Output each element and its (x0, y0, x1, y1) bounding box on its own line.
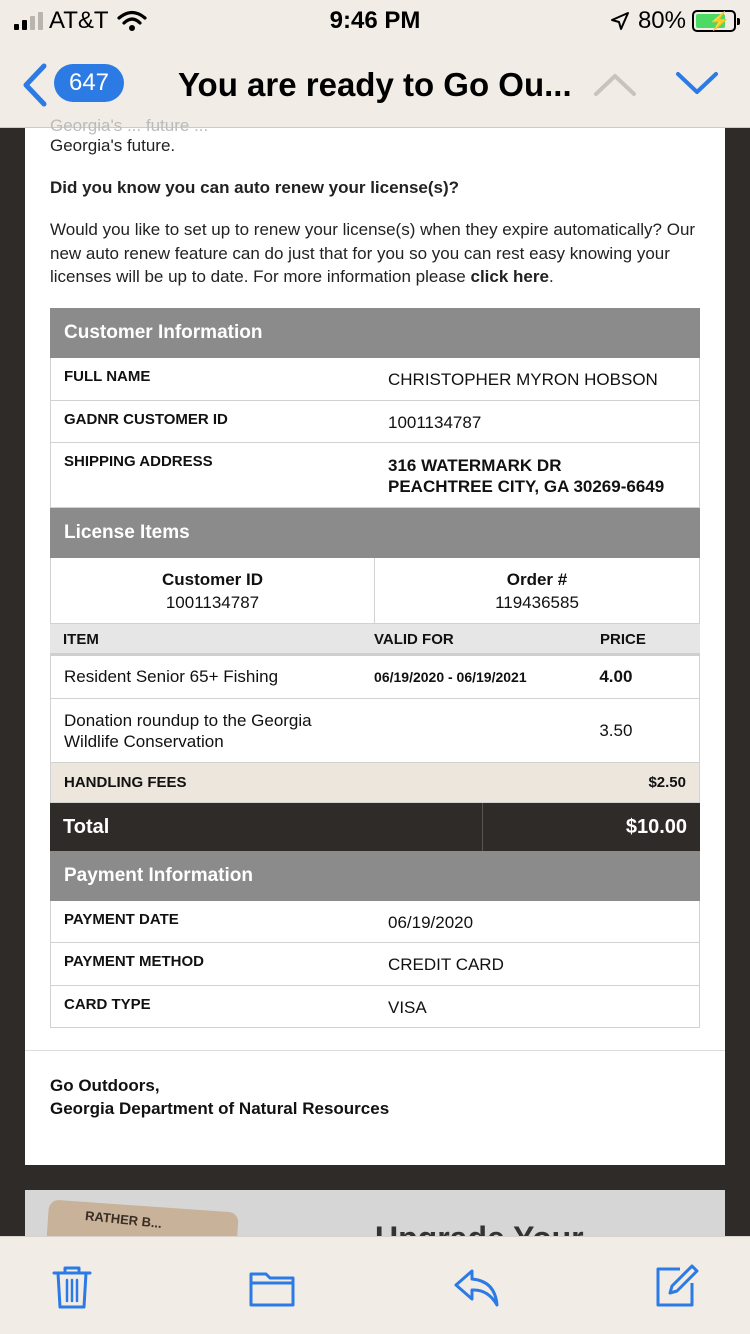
license-card-text: RATHER B... (84, 1208, 163, 1231)
status-bar (0, 0, 750, 42)
item-name-line-2: Wildlife Conservation (64, 731, 224, 751)
order-number-header: Order # (506, 570, 568, 589)
payment-method-row (50, 943, 700, 986)
item-column-label: ITEM (63, 631, 99, 648)
payment-method-value: CREDIT CARD (388, 955, 504, 974)
trash-icon[interactable] (48, 1263, 96, 1311)
item-price: 3.50 (599, 721, 633, 740)
order-number-cell (375, 558, 699, 623)
total-row (50, 803, 700, 851)
total-label: Total (50, 803, 483, 851)
previous-message-chevron-up-icon[interactable] (592, 66, 638, 102)
customer-information-table (50, 308, 700, 1028)
handling-fees-row (50, 763, 700, 803)
full-name-label: FULL NAME (64, 368, 151, 385)
item-valid-for: 06/19/2020 - 06/19/2021 (374, 669, 527, 685)
back-chevron-icon[interactable] (16, 62, 56, 108)
intro-tail-text: Georgia's future. (50, 136, 176, 155)
valid-for-column-label: VALID FOR (374, 631, 454, 648)
payment-date-label: PAYMENT DATE (64, 911, 179, 928)
battery-percent: 80% (637, 7, 686, 34)
auto-renew-paragraph: Would you like to set up to renew your license(s) when they expire automatically? Our new auto renew feature can do just that for you so you can rest easy knowing your licenses will be up to date. For more information please click here. (50, 220, 696, 286)
unread-count-badge[interactable]: 647 (54, 64, 124, 102)
message-subject-title: You are ready to Go Ou... (178, 66, 572, 103)
status-right (610, 7, 736, 35)
customer-id-number: 1001134787 (165, 593, 260, 612)
clipped-text-line: Georgia's ... future ... (50, 116, 209, 135)
reply-icon[interactable] (452, 1263, 500, 1311)
item-name-line-1: Donation roundup to the Georgia (64, 710, 312, 730)
customer-id-header: Customer ID (161, 570, 264, 589)
payment-date-value: 06/19/2020 (388, 913, 474, 932)
auto-renew-question: Did you know you can auto renew your license(s)? (50, 178, 460, 197)
full-name-value: CHRISTOPHER MYRON HOBSON (388, 370, 658, 389)
location-arrow-icon (610, 11, 630, 31)
item-name (51, 710, 374, 752)
list-item (50, 699, 700, 763)
license-items-heading: License Items (50, 508, 700, 558)
payment-date-row (50, 901, 700, 943)
shipping-address-value (388, 443, 664, 507)
signoff-line-1: Go Outdoors, (50, 1076, 160, 1095)
card-type-value: VISA (388, 998, 427, 1017)
item-price: 4.00 (599, 667, 633, 686)
items-column-header (50, 624, 700, 656)
carrier-label: AT&T (49, 7, 109, 34)
customer-information-heading: Customer Information (50, 308, 700, 358)
handling-fees-label: HANDLING FEES (64, 774, 187, 791)
divider (25, 1050, 725, 1051)
handling-fees-value: $2.50 (648, 774, 686, 791)
customer-id-value: 1001134787 (388, 413, 482, 432)
click-here-link[interactable]: click here (470, 267, 549, 286)
card-type-label: CARD TYPE (64, 996, 151, 1013)
compose-icon[interactable] (652, 1263, 700, 1311)
payment-information-heading: Payment Information (50, 851, 700, 901)
next-message-chevron-down-icon[interactable] (674, 66, 720, 102)
customer-id-cell (51, 558, 375, 623)
total-value: $10.00 (625, 816, 687, 838)
charging-bolt-icon: ⚡ (708, 11, 731, 31)
battery-icon (692, 10, 736, 32)
full-name-row (50, 358, 700, 401)
card-type-row (50, 986, 700, 1028)
address-line-1: 316 WATERMARK DR (388, 456, 562, 475)
item-name: Resident Senior 65+ Fishing (64, 667, 279, 686)
folder-icon[interactable] (248, 1263, 296, 1311)
shipping-address-label: SHIPPING ADDRESS (64, 453, 213, 470)
status-time: 9:46 PM (329, 7, 421, 34)
signoff-line-2: Georgia Department of Natural Resources (50, 1099, 390, 1118)
auto-renew-paragraph-text: Would you like to set up to renew your license(s) when they expire automatically? Our new auto renew feature can do just that for you so you can rest easy knowing your licenses will be up to date. For more information please (50, 220, 696, 286)
price-column-label: PRICE (600, 631, 646, 648)
order-number-value: 119436585 (495, 593, 579, 612)
shipping-address-row (50, 443, 700, 508)
email-body (25, 116, 725, 1165)
customer-id-row (50, 401, 700, 443)
payment-method-label: PAYMENT METHOD (64, 953, 205, 970)
email-signoff (50, 1074, 389, 1120)
address-line-2: PEACHTREE CITY, GA 30269-6649 (388, 477, 665, 496)
list-item (50, 656, 700, 699)
customer-id-label: GADNR CUSTOMER ID (64, 411, 228, 428)
customer-order-summary (50, 558, 700, 624)
bottom-toolbar (0, 1236, 750, 1334)
